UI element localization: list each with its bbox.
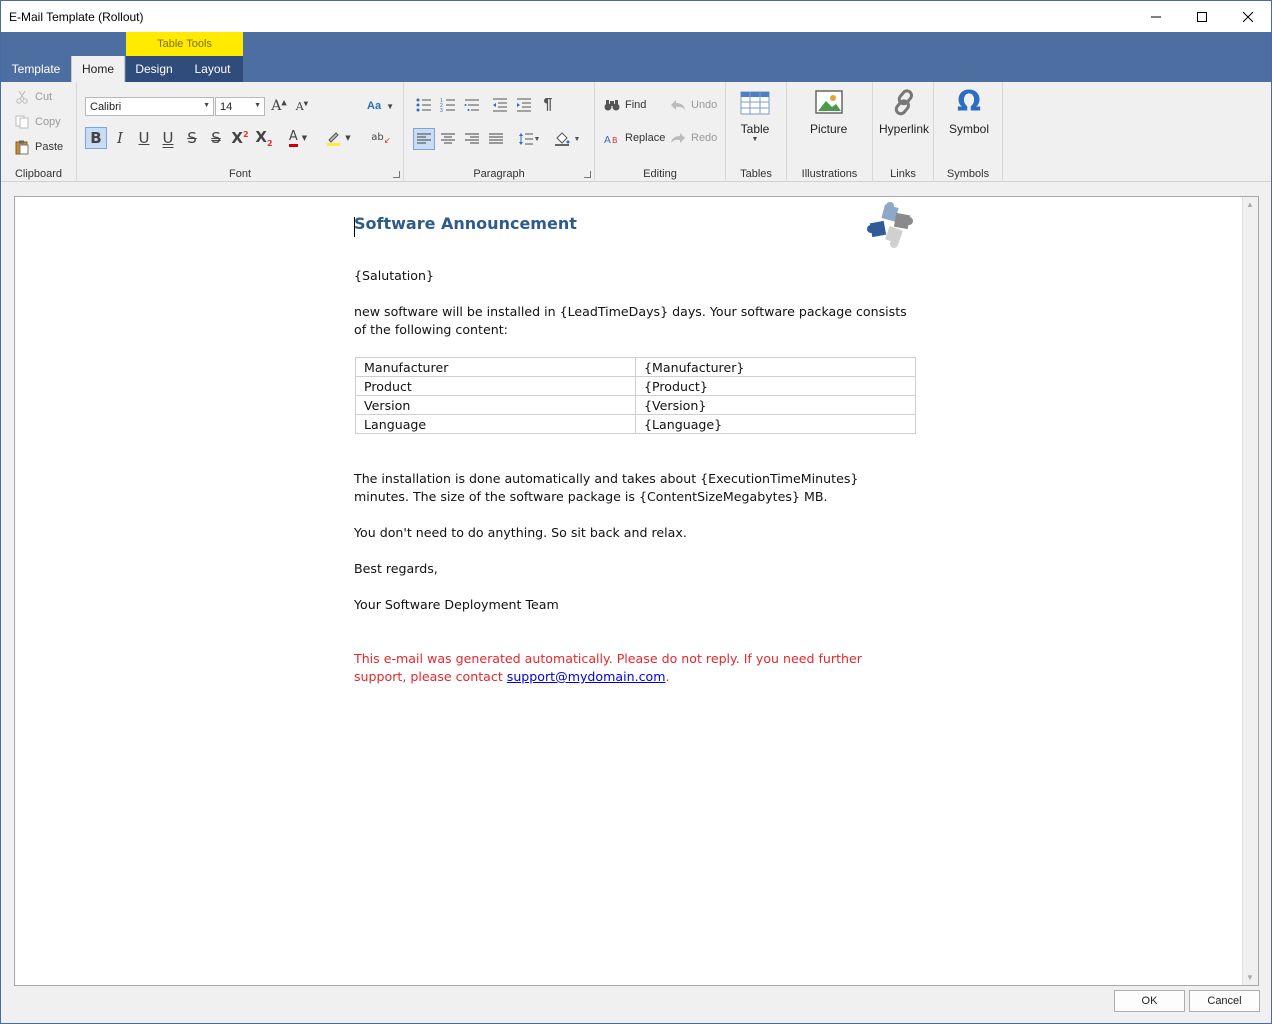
undo-icon (670, 99, 686, 111)
picture-label: Picture (810, 122, 848, 136)
underline-icon: U (138, 129, 150, 147)
bullets-button[interactable] (414, 95, 434, 115)
close-button[interactable] (1225, 1, 1271, 32)
footer-text: This e-mail was generated automatically. Please do not reply. If you need further support, please contact (354, 651, 862, 684)
replace-icon (604, 131, 620, 145)
insert-symbol-button[interactable] (949, 85, 990, 136)
font-size-combo[interactable] (215, 97, 265, 116)
illustrations-group (787, 82, 873, 182)
chevron-down-icon: ▼ (301, 134, 308, 142)
bullet-list-icon (416, 98, 432, 112)
symbol-label: Symbol (949, 122, 990, 136)
find-label: Find (625, 99, 647, 111)
puzzle-logo-icon (867, 202, 915, 250)
team-paragraph[interactable]: Your Software Deployment Team (354, 597, 559, 612)
table-label: Table (740, 122, 770, 136)
grow-font-icon: A▲ (271, 98, 287, 114)
salutation-paragraph[interactable]: {Salutation} (354, 268, 434, 283)
tab-layout[interactable]: Layout (194, 62, 231, 76)
font-family-combo[interactable] (85, 97, 214, 116)
chevron-down-icon: ▼ (254, 102, 261, 109)
insert-hyperlink-button[interactable] (879, 88, 929, 136)
svg-text:1: 1 (440, 98, 443, 104)
table-cell[interactable]: {Product} (636, 377, 916, 396)
title-bar (1, 1, 1271, 32)
strikeout-icon: S (187, 129, 197, 147)
scroll-down-icon[interactable]: ▼ (1246, 973, 1254, 982)
ribbon (1, 82, 1271, 182)
show-whitespace-button[interactable] (538, 95, 558, 115)
scroll-up-icon[interactable]: ▲ (1246, 200, 1254, 209)
footer-paragraph[interactable] (354, 650, 916, 686)
table-cell[interactable]: Version (356, 396, 636, 415)
underline-button[interactable] (133, 127, 155, 149)
cut-label: Cut (35, 91, 53, 103)
clear-formatting-button[interactable] (370, 127, 392, 149)
double-underline-icon: U (162, 129, 174, 147)
relax-paragraph[interactable]: You don't need to do anything. So sit back and relax. (354, 525, 687, 540)
font-color-icon: A (289, 130, 298, 147)
table-cell[interactable]: Language (356, 415, 636, 434)
chevron-down-icon: ▼ (345, 134, 351, 142)
bold-button[interactable] (85, 127, 107, 149)
chevron-down-icon: ▼ (386, 101, 394, 111)
editing-group (595, 82, 726, 182)
bold-icon: B (90, 129, 102, 147)
line-spacing-icon (518, 132, 534, 146)
redo-label: Redo (691, 132, 718, 144)
change-case-icon: Aa (367, 100, 382, 112)
decrease-indent-icon (492, 98, 508, 112)
superscript-button[interactable] (229, 127, 251, 149)
window-title: E-Mail Template (Rollout) (9, 9, 144, 24)
intro-paragraph[interactable]: new software will be installed in {LeadTimeDays} days. Your software package consists of the following content: (354, 304, 907, 337)
illustrations-group-label: Illustrations (801, 168, 858, 180)
font-group (77, 82, 404, 182)
grow-font-button[interactable] (268, 95, 290, 117)
clipboard-group-label: Clipboard (14, 168, 63, 180)
multilevel-list-button[interactable] (462, 95, 482, 115)
highlighter-icon (325, 130, 341, 146)
paste-label: Paste (35, 141, 64, 153)
document-title[interactable]: Software Announcement (354, 214, 577, 233)
tables-group (726, 82, 787, 182)
increase-indent-icon (516, 98, 532, 112)
table-row (356, 358, 916, 377)
support-email-link[interactable]: support@mydomain.com (506, 669, 666, 684)
chevron-down-icon: ▼ (751, 136, 759, 143)
align-left-button[interactable] (413, 128, 435, 150)
cancel-button[interactable]: Cancel (1189, 990, 1260, 1012)
undo-label: Undo (691, 99, 718, 111)
double-strikeout-icon: S (211, 129, 221, 147)
table-row (356, 377, 916, 396)
highlight-color-button[interactable] (321, 127, 355, 149)
copy-label: Copy (35, 116, 61, 128)
decrease-indent-button[interactable] (490, 95, 510, 115)
maximize-button[interactable] (1179, 1, 1225, 32)
undo-button[interactable] (670, 94, 717, 116)
redo-button[interactable] (670, 127, 717, 149)
omega-icon: Ω (957, 85, 981, 118)
paste-icon (14, 139, 30, 155)
italic-button[interactable] (109, 127, 131, 149)
scissors-icon (14, 89, 30, 105)
font-size-value: 14 (220, 100, 233, 113)
double-underline-button[interactable] (157, 127, 179, 149)
tab-home[interactable]: Home (71, 56, 125, 82)
double-strikeout-button[interactable] (205, 127, 227, 149)
tab-template[interactable]: Template (11, 62, 61, 76)
table-cell[interactable]: Product (356, 377, 636, 396)
numbering-button[interactable] (438, 95, 458, 115)
links-group-label: Links (890, 168, 916, 180)
align-justify-icon (489, 133, 503, 145)
find-button[interactable] (604, 94, 646, 116)
clear-formatting-icon: $ab_↙$ (371, 131, 391, 145)
strikeout-button[interactable] (181, 127, 203, 149)
table-row (356, 415, 916, 434)
chain-link-icon (889, 88, 919, 116)
multilevel-list-icon (464, 98, 480, 112)
paragraph-group-label: Paragraph (473, 168, 525, 180)
clipboard-group (1, 82, 77, 182)
binoculars-icon (604, 98, 620, 112)
cut-button[interactable] (14, 86, 52, 108)
insert-table-button[interactable] (740, 88, 770, 143)
tables-group-label: Tables (740, 168, 772, 180)
table-row (356, 396, 916, 415)
table-cell[interactable]: {Language} (636, 415, 916, 434)
minimize-button[interactable] (1133, 1, 1179, 32)
align-right-icon (465, 133, 479, 145)
minimize-icon (1151, 12, 1161, 22)
replace-label: Replace (625, 132, 666, 144)
regards-paragraph[interactable]: Best regards, (354, 561, 438, 576)
insert-picture-button[interactable] (810, 88, 847, 136)
editing-group-label: Editing (643, 168, 677, 180)
footer-end: . (665, 669, 670, 684)
italic-icon: I (117, 129, 123, 147)
table-cell[interactable]: {Manufacturer} (636, 358, 916, 377)
table-cell[interactable]: {Version} (636, 396, 916, 415)
font-color-button[interactable] (283, 127, 313, 149)
chevron-down-icon: ▼ (533, 135, 541, 143)
align-center-icon (441, 133, 455, 145)
copy-button[interactable] (14, 111, 61, 133)
justify-button[interactable] (486, 129, 506, 149)
paragraph-group (404, 82, 595, 182)
change-case-button[interactable] (367, 95, 394, 117)
shading-button[interactable] (550, 129, 584, 149)
align-left-icon (417, 133, 431, 145)
hyperlink-label: Hyperlink (879, 122, 930, 136)
redo-icon (670, 132, 686, 144)
svg-text:2: 2 (440, 103, 443, 109)
font-dialog-launcher-icon[interactable] (393, 171, 400, 178)
maximize-icon (1197, 12, 1207, 22)
shrink-font-icon: A▼ (295, 99, 309, 113)
chevron-down-icon: ▼ (573, 135, 581, 143)
close-icon (1243, 12, 1253, 22)
document-editor[interactable] (14, 196, 1259, 986)
align-right-button[interactable] (462, 129, 482, 149)
subscript-icon: $X_2$ (255, 128, 273, 148)
ok-button[interactable]: OK (1114, 990, 1185, 1012)
svg-text:B: B (612, 136, 618, 145)
shrink-font-button[interactable] (291, 95, 313, 117)
numbered-list-icon (440, 98, 456, 112)
superscript-icon: $X^2$ (231, 129, 249, 147)
picture-icon (814, 88, 844, 116)
subscript-button[interactable] (253, 127, 275, 149)
paragraph-dialog-launcher-icon[interactable] (584, 171, 591, 178)
table-tools-context-label: Table Tools (126, 32, 243, 56)
svg-text:3: 3 (440, 108, 443, 112)
paint-bucket-icon (554, 132, 570, 146)
tab-design[interactable]: Design (135, 62, 173, 76)
replace-button[interactable] (604, 127, 665, 149)
copy-icon (14, 114, 30, 130)
paste-button[interactable] (14, 136, 63, 158)
vertical-scrollbar[interactable] (1242, 197, 1258, 985)
increase-indent-button[interactable] (514, 95, 534, 115)
symbols-group (934, 82, 1003, 182)
content-table[interactable] (355, 357, 916, 434)
ribbon-tab-bar (1, 32, 1271, 82)
table-icon (740, 88, 770, 116)
font-group-label: Font (228, 168, 251, 180)
align-center-button[interactable] (438, 129, 458, 149)
pilcrow-icon: ¶ (543, 96, 553, 113)
svg-text:A: A (604, 135, 611, 145)
symbols-group-label: Symbols (946, 168, 990, 180)
table-cell[interactable]: Manufacturer (356, 358, 636, 377)
links-group (873, 82, 934, 182)
line-spacing-button[interactable] (514, 129, 544, 149)
font-family-value: Calibri (90, 100, 122, 113)
installation-paragraph[interactable]: The installation is done automatically and takes about {ExecutionTimeMinutes} minutes. The size of the software package is {ContentSizeMegabytes} MB. (354, 471, 859, 504)
chevron-down-icon: ▼ (203, 102, 210, 109)
